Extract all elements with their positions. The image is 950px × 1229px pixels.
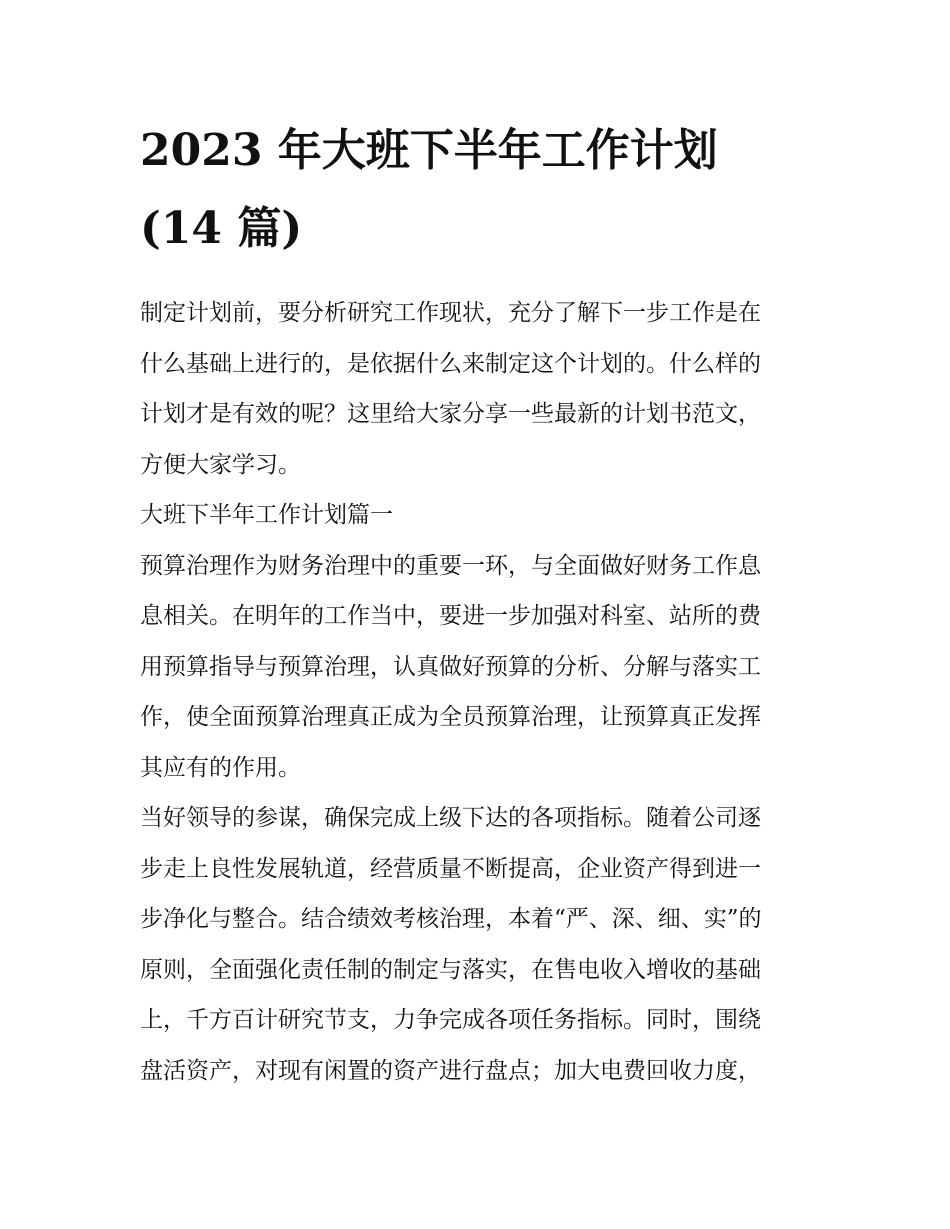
paragraph-line: 当好领导的参谋，确保完成上级下达的各项指标。随着公司逐 [140,805,761,831]
paragraph-line: 预算治理作为财务治理中的重要一环，与全面做好财务工作息 [140,552,761,579]
paragraph-line: 上，千方百计研究节支，力争完成各项任务指标。同时，围绕 [140,1007,761,1033]
paragraph-line: 其应有的作用。 [140,754,301,781]
title-line-2: (14 篇) [140,203,303,254]
paragraph-2 [140,793,812,1096]
paragraph-1 [140,541,812,794]
intro-paragraph [140,288,812,490]
paragraph-line: 息相关。在明年的工作当中，要进一步加强对科室、站所的费 [140,603,761,629]
paragraph-line: 盘活资产，对现有闲置的资产进行盘点；加大电费回收力度， [140,1057,761,1084]
intro-line: 制定计划前，要分析研究工作现状，充分了解下一步工作是在 [140,300,761,326]
section-heading: 大班下半年工作计划篇一 [140,502,393,528]
paragraph-line: 原则，全面强化责任制的制定与落实，在售电收入增收的基础 [140,956,761,983]
intro-line: 方便大家学习。 [140,451,301,478]
intro-line: 什么基础上进行的，是依据什么来制定这个计划的。什么样的 [140,350,761,377]
title-line-1: 2023 年大班下半年工作计划 [140,125,718,176]
paragraph-line: 步走上良性发展轨道，经营质量不断提高，企业资产得到进一 [140,855,761,882]
paragraph-line: 步净化与整合。结合绩效考核治理，本着“严、深、细、实”的 [140,906,762,932]
document-body [140,288,812,1096]
paragraph-line: 作，使全面预算治理真正成为全员预算治理，让预算真正发挥 [140,704,761,730]
document-title [140,112,812,268]
document-content [140,112,812,1096]
paragraph-line: 用预算指导与预算治理，认真做好预算的分析、分解与落实工 [140,653,761,680]
intro-line: 计划才是有效的呢？这里给大家分享一些最新的计划书范文， [140,401,761,427]
